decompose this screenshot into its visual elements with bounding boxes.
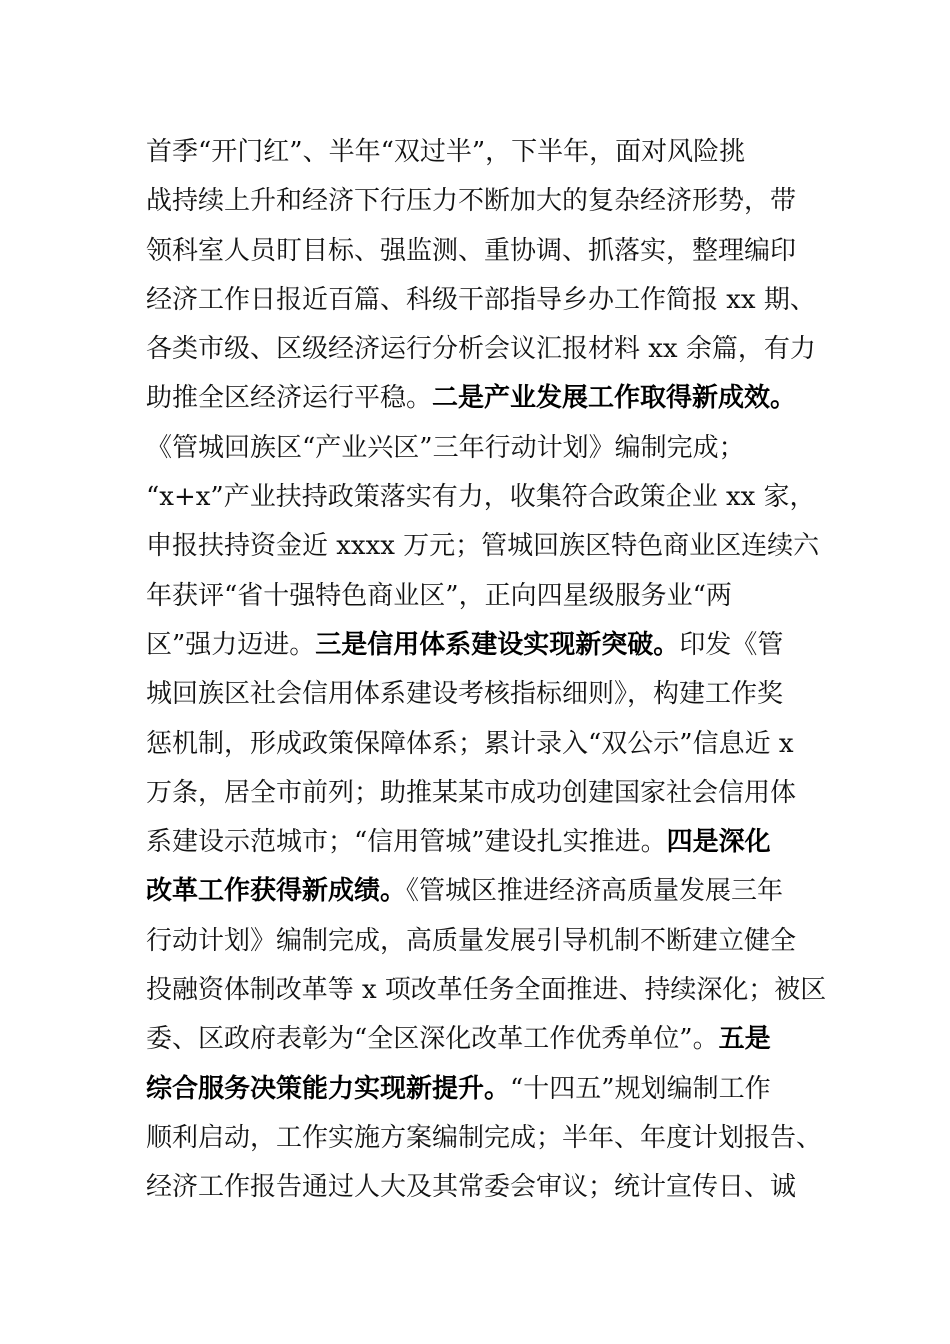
text-segment: 城回族区社会信用体系建设考核指标细则》，构建工作奖 [146, 679, 784, 710]
text-line [146, 720, 826, 769]
text-segment: 首季“开门红”、半年“双过半”，下半年，面对风险挑 [146, 137, 746, 167]
text-line [146, 128, 826, 177]
text-line [146, 374, 826, 423]
text-line [146, 1015, 826, 1064]
text-segment: 行动计划》编制完成，高质量发展引导机制不断建立健全 [146, 925, 797, 956]
bold-heading-segment: 五是 [718, 1024, 771, 1055]
bold-heading-segment: 三是信用体系建设实现新突破。 [315, 629, 680, 660]
text-line [146, 522, 826, 571]
text-line [146, 917, 826, 966]
text-segment: 《管城回族区“产业兴区”三年行动计划》编制完成； [146, 432, 745, 463]
text-line [146, 1163, 826, 1212]
text-segment: 万条，居全市前列；助推某某市成功创建国家社会信用体 [146, 777, 797, 808]
text-line [146, 325, 826, 374]
bold-heading-segment: 四是深化 [666, 827, 771, 858]
text-line [146, 177, 826, 226]
text-segment: 经济工作日报近百篇、科级干部指导乡办工作简报 xx 期、 [146, 284, 816, 315]
text-segment: 投融资体制改革等 x 项改革任务全面推进、持续深化；被区 [146, 975, 827, 1006]
text-line [146, 966, 825, 1015]
bold-heading-segment: 二是产业发展工作取得新成效。 [432, 383, 797, 414]
text-line [146, 818, 826, 867]
text-line [146, 572, 826, 621]
bold-heading-segment: 改革工作获得新成绩。 [146, 876, 407, 907]
text-line [146, 769, 826, 818]
text-segment: 区”强力迈进。 [146, 629, 316, 660]
text-line [146, 473, 826, 522]
text-segment: “十四五”规划编制工作 [510, 1073, 771, 1104]
text-segment: 各类市级、区级经济运行分析会议汇报材料 xx 余篇，有力 [146, 334, 816, 365]
text-segment: 经济工作报告通过人大及其常委会审议；统计宣传日、诚 [146, 1172, 797, 1203]
body-paragraph [146, 128, 826, 1213]
text-line [146, 867, 826, 916]
text-line [146, 1065, 826, 1114]
text-segment: 年获评“省十强特色商业区”，正向四星级服务业“两 [146, 580, 732, 611]
text-segment: 申报扶持资金近 xxxx 万元；管城回族区特色商业区连续六 [146, 531, 820, 562]
text-line [146, 670, 826, 719]
text-line [146, 424, 826, 473]
text-segment: “x+x”产业扶持政策落实有力，收集符合政策企业 xx 家， [146, 482, 816, 513]
text-segment: 委、区政府表彰为“全区深化改革工作优秀单位”。 [146, 1024, 719, 1055]
text-line [146, 227, 826, 276]
text-segment: 战持续上升和经济下行压力不断加大的复杂经济形势，带 [146, 186, 797, 217]
text-segment: 《管城区推进经济高质量发展三年 [406, 876, 784, 907]
text-segment: 惩机制，形成政策保障体系；累计录入“双公示”信息近 x [146, 728, 794, 759]
bold-heading-segment: 综合服务决策能力实现新提升。 [146, 1073, 511, 1104]
text-segment: 系建设示范城市；“信用管城”建设扎实推进。 [146, 827, 667, 858]
text-segment: 印发《管 [679, 629, 784, 660]
text-segment: 领科室人员盯目标、强监测、重协调、抓落实，整理编印 [146, 235, 797, 266]
text-segment: 顺利启动，工作实施方案编制完成；半年、年度计划报告、 [146, 1122, 823, 1153]
text-line [146, 276, 826, 325]
text-line [146, 621, 826, 670]
text-line [146, 1114, 826, 1163]
text-segment: 助推全区经济运行平稳。 [146, 383, 433, 414]
